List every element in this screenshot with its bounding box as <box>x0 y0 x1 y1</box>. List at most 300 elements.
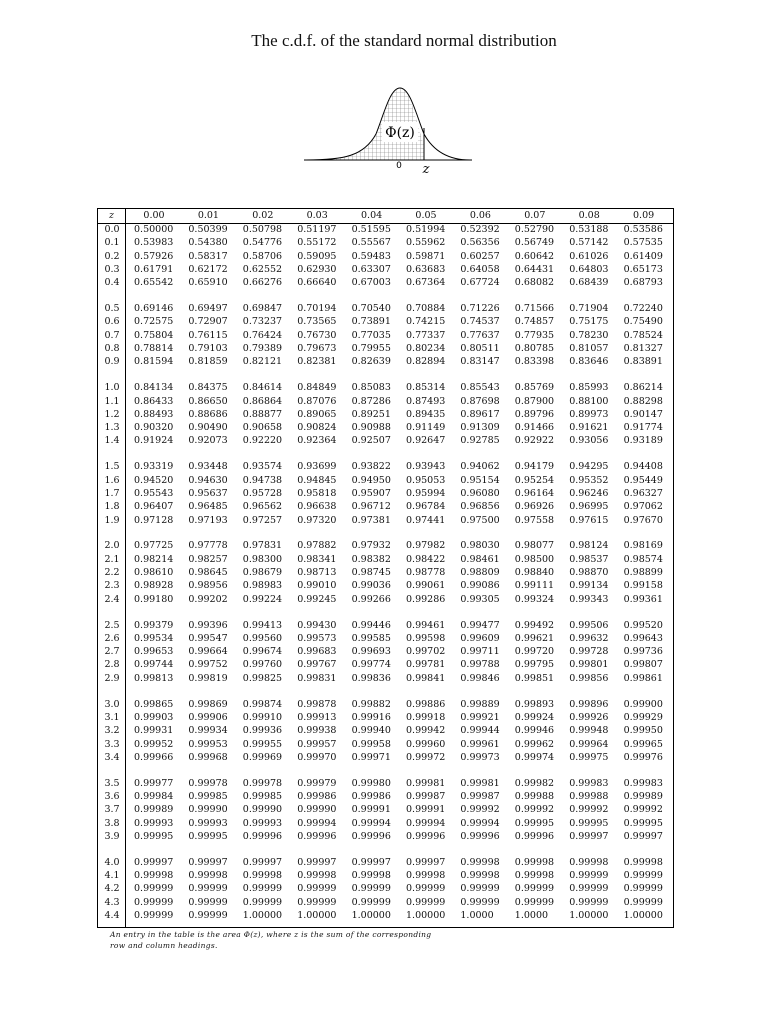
table-cell: 0.99995 <box>569 817 609 829</box>
table-cell: 0.82639 <box>351 356 391 368</box>
row-z-label: 3.9 <box>104 830 120 842</box>
table-cell: 0.99997 <box>297 856 337 868</box>
table-cell: 0.98500 <box>514 553 555 565</box>
table-cell: 0.99999 <box>514 896 555 908</box>
table-cell: 0.91621 <box>569 422 609 434</box>
table-cell: 0.91309 <box>460 422 500 434</box>
table-cell: 0.99893 <box>514 698 555 710</box>
table-cell: 0.99999 <box>569 883 609 895</box>
table-cell: 0.90658 <box>242 422 283 434</box>
table-cell: 0.99979 <box>297 777 337 789</box>
table-cell: 0.91924 <box>134 435 174 447</box>
table-cell: 0.93943 <box>406 461 446 473</box>
table-cell: 0.99874 <box>242 698 283 710</box>
table-cell: 0.92220 <box>242 435 283 447</box>
table-cell: 0.99998 <box>351 870 391 882</box>
table-cell: 0.99944 <box>460 725 500 737</box>
column-header: 0.07 <box>524 210 546 221</box>
table-cell: 0.99918 <box>406 711 446 723</box>
table-cell: 0.90147 <box>623 408 663 420</box>
row-z-label: 3.2 <box>104 725 120 737</box>
table-cell: 0.50399 <box>188 224 228 235</box>
table-cell: 0.87900 <box>514 395 555 407</box>
table-cell: 0.72575 <box>134 316 174 328</box>
table-cell: 0.99036 <box>351 580 391 592</box>
table-cell: 0.99134 <box>569 580 609 592</box>
table-cell: 0.99986 <box>297 791 337 802</box>
table-cell: 0.99861 <box>623 672 663 684</box>
table-cell: 0.99990 <box>297 804 337 816</box>
table-cell: 0.57535 <box>623 237 663 249</box>
table-cell: 0.99998 <box>297 870 337 882</box>
table-cell: 0.99998 <box>242 870 283 882</box>
table-cell: 0.99111 <box>514 580 555 592</box>
table-cell: 0.99760 <box>242 659 283 671</box>
row-z-label: 1.2 <box>104 408 120 420</box>
table-cell: 0.57926 <box>134 250 174 262</box>
table-cell: 0.99841 <box>406 672 446 684</box>
table-cell: 0.99962 <box>514 738 555 750</box>
table-cell: 0.96246 <box>569 487 609 499</box>
table-cell: 0.79673 <box>297 343 337 354</box>
table-cell: 0.73237 <box>242 316 283 328</box>
table-cell: 0.97932 <box>351 540 391 552</box>
table-cell: 0.95449 <box>623 474 663 486</box>
table-cell: 1.00000 <box>623 910 663 921</box>
table-cell: 0.99987 <box>460 791 500 802</box>
row-z-label: 0.8 <box>104 343 120 354</box>
table-cell: 0.67364 <box>406 277 446 289</box>
table-cell: 0.99997 <box>134 856 174 868</box>
table-cell: 0.99999 <box>460 883 500 895</box>
table-cell: 0.59095 <box>297 250 337 262</box>
footnote-line-1: An entry in the table is the area Φ(z), where z is the sum of the corresponding <box>110 930 432 939</box>
table-cell: 0.95818 <box>297 487 337 499</box>
table-cell: 0.52392 <box>460 224 500 235</box>
zero-label: 0 <box>396 161 402 171</box>
table-cell: 0.99702 <box>406 646 446 658</box>
table-cell: 0.99964 <box>569 738 609 750</box>
table-cell: 0.87698 <box>460 395 500 407</box>
table-cell: 0.89251 <box>351 408 391 420</box>
table-cell: 0.72240 <box>623 303 663 315</box>
table-cell: 0.98124 <box>569 540 609 552</box>
table-cell: 0.88877 <box>242 408 283 420</box>
table-cell: 0.62172 <box>188 263 228 275</box>
table-cell: 0.92785 <box>460 435 500 447</box>
row-z-label: 1.8 <box>104 501 120 513</box>
table-cell: 0.92647 <box>406 435 446 447</box>
table-cell: 0.58317 <box>188 250 228 262</box>
table-cell: 0.99801 <box>569 659 609 671</box>
table-cell: 0.96164 <box>514 487 555 499</box>
table-cell: 0.99999 <box>569 870 609 882</box>
table-cell: 0.99995 <box>134 830 174 842</box>
table-cell: 0.98745 <box>351 567 391 578</box>
table-cell: 0.99946 <box>514 725 555 737</box>
table-cell: 0.99968 <box>188 751 228 763</box>
row-z-label: 2.9 <box>104 672 120 684</box>
table-cell: 0.99643 <box>623 632 663 644</box>
table-cell: 0.69847 <box>242 303 283 315</box>
table-cell: 0.74857 <box>514 316 555 328</box>
table-cell: 0.99970 <box>297 751 337 763</box>
table-cell: 0.97128 <box>134 514 174 526</box>
footnote <box>110 929 530 951</box>
table-cell: 0.99973 <box>460 751 500 763</box>
phi-label: Φ(z) <box>385 125 415 141</box>
table-cell: 0.94295 <box>569 461 609 473</box>
table-cell: 0.99903 <box>134 711 174 723</box>
table-cell: 0.87493 <box>406 395 446 407</box>
table-cell: 0.99999 <box>188 883 228 895</box>
table-cell: 0.92507 <box>351 435 391 447</box>
table-cell: 0.89973 <box>569 408 609 420</box>
table-cell: 0.94179 <box>514 461 555 473</box>
table-cell: 0.99994 <box>297 817 337 829</box>
table-cell: 0.99396 <box>188 619 228 631</box>
row-z-label: 3.1 <box>104 711 120 723</box>
table-cell: 0.80785 <box>514 343 555 354</box>
table-cell: 0.99998 <box>134 870 174 882</box>
row-z-label: 3.8 <box>104 817 120 829</box>
table-cell: 0.99361 <box>623 593 663 605</box>
table-cell: 0.99728 <box>569 646 609 658</box>
row-z-label: 0.5 <box>104 303 120 315</box>
column-header: 0.00 <box>143 210 165 221</box>
table-cell: 0.99573 <box>297 632 337 644</box>
table-cell: 0.55172 <box>297 237 337 249</box>
table-cell: 0.96562 <box>242 501 283 513</box>
table-cell: 0.99983 <box>623 777 663 789</box>
table-cell: 0.97558 <box>514 514 555 526</box>
table-cell: 0.96995 <box>569 501 609 513</box>
table-cell: 0.92073 <box>188 435 228 447</box>
table-cell: 0.78524 <box>623 329 663 341</box>
table-cell: 0.96407 <box>134 501 174 513</box>
table-cell: 0.99986 <box>351 791 391 802</box>
table-cell: 0.99736 <box>623 646 663 658</box>
table-cell: 0.99609 <box>460 632 500 644</box>
table-cell: 0.69497 <box>188 303 228 315</box>
table-cell: 0.98537 <box>569 553 609 565</box>
table-cell: 0.99158 <box>623 580 663 592</box>
table-cell: 0.75490 <box>623 316 663 328</box>
table-cell: 0.99711 <box>460 646 500 658</box>
table-cell: 0.97615 <box>569 514 609 526</box>
table-cell: 0.86650 <box>188 395 228 407</box>
table-cell: 0.84134 <box>134 382 174 394</box>
table-cell: 0.95637 <box>188 487 228 499</box>
column-header: 0.09 <box>633 210 655 221</box>
table-cell: 0.77337 <box>406 329 446 341</box>
table-cell: 0.97381 <box>351 514 391 526</box>
table-cell: 0.99988 <box>569 791 609 802</box>
table-cell: 0.99942 <box>406 725 446 737</box>
table-cell: 0.99985 <box>242 791 283 802</box>
table-cell: 0.85543 <box>460 382 500 394</box>
table-cell: 0.99720 <box>514 646 555 658</box>
table-cell: 0.98809 <box>460 567 500 578</box>
table-cell: 0.98382 <box>351 553 391 565</box>
z-label: z <box>422 162 430 176</box>
table-cell: 0.99995 <box>188 830 228 842</box>
table-cell: 0.53586 <box>623 224 663 235</box>
table-cell: 0.99086 <box>460 580 500 592</box>
table-cell: 0.99998 <box>623 856 663 868</box>
table-cell: 0.99991 <box>406 804 446 816</box>
table-cell: 0.95728 <box>242 487 283 499</box>
table-cell: 0.99547 <box>188 632 228 644</box>
table-cell: 0.99936 <box>242 725 283 737</box>
table-cell: 0.99998 <box>569 856 609 868</box>
table-cell: 0.99744 <box>134 659 174 671</box>
table-cell: 0.99989 <box>623 791 663 802</box>
table-cell: 0.71566 <box>514 303 555 315</box>
table-cell: 0.88298 <box>623 395 663 407</box>
table-cell: 0.99961 <box>460 738 500 750</box>
table-cell: 0.98713 <box>297 567 337 578</box>
table-cell: 0.99379 <box>134 619 174 631</box>
table-cell: 0.93699 <box>297 461 337 473</box>
table-cell: 0.99202 <box>188 593 228 605</box>
table-cell: 0.99996 <box>297 830 337 842</box>
table-cell: 0.98169 <box>623 540 663 552</box>
table-cell: 0.99989 <box>134 804 174 816</box>
table-cell: 0.99931 <box>134 725 174 737</box>
table-cell: 0.51595 <box>351 224 391 235</box>
table-cell: 0.99999 <box>134 910 174 921</box>
table-cell: 0.99413 <box>242 619 283 631</box>
table-cell: 0.71226 <box>460 303 500 315</box>
table-cell: 0.52790 <box>514 224 555 235</box>
table-cell: 0.87076 <box>297 395 337 407</box>
table-cell: 0.99305 <box>460 593 500 605</box>
table-cell: 0.78814 <box>134 343 174 354</box>
table-cell: 0.99999 <box>297 896 337 908</box>
table-cell: 0.81859 <box>188 356 228 368</box>
row-z-label: 2.8 <box>104 659 120 671</box>
table-cell: 0.99921 <box>460 711 500 723</box>
table-cell: 0.98956 <box>188 580 228 592</box>
table-cell: 0.56356 <box>460 237 500 249</box>
table-cell: 0.59871 <box>406 250 446 262</box>
table-cell: 0.89796 <box>514 408 555 420</box>
table-cell: 0.99674 <box>242 646 283 658</box>
table-cell: 0.99997 <box>351 856 391 868</box>
table-cell: 0.99224 <box>242 593 283 605</box>
table-cell: 0.99461 <box>406 619 446 631</box>
table-cell: 0.99998 <box>514 870 555 882</box>
table-cell: 0.68439 <box>569 277 609 289</box>
table-cell: 0.99999 <box>188 896 228 908</box>
table-cell: 0.99994 <box>406 817 446 829</box>
table-cell: 0.82381 <box>297 356 337 368</box>
table-cell: 0.99831 <box>297 672 337 684</box>
table-cell: 0.99999 <box>569 896 609 908</box>
row-z-label: 1.9 <box>104 514 120 526</box>
table-cell: 0.81327 <box>623 343 663 354</box>
table-cell: 0.99971 <box>351 751 391 763</box>
table-cell: 0.95053 <box>406 474 446 486</box>
table-cell: 0.83147 <box>460 356 500 368</box>
table-cell: 0.99664 <box>188 646 228 658</box>
table-cell: 0.99813 <box>134 672 174 684</box>
table-cell: 0.99999 <box>297 883 337 895</box>
table-cell: 0.99993 <box>242 817 283 829</box>
table-cell: 0.99010 <box>297 580 337 592</box>
row-z-label: 3.6 <box>104 791 120 802</box>
column-header: 0.04 <box>361 210 383 221</box>
table-cell: 0.99957 <box>297 738 337 750</box>
table-cell: 0.53983 <box>134 237 174 249</box>
table-cell: 0.65173 <box>623 263 663 275</box>
table-cell: 0.99869 <box>188 698 228 710</box>
row-z-label: 0.6 <box>104 316 120 328</box>
table-cell: 0.99999 <box>188 910 228 921</box>
table-cell: 0.88493 <box>134 408 174 420</box>
row-z-label: 3.3 <box>104 738 120 750</box>
table-cell: 0.99958 <box>351 738 391 750</box>
table-cell: 0.99997 <box>188 856 228 868</box>
table-cell: 0.98214 <box>134 553 174 565</box>
table-cell: 0.92364 <box>297 435 337 447</box>
table-cell: 0.99795 <box>514 659 555 671</box>
table-cell: 0.99900 <box>623 698 663 710</box>
table-cell: 0.68793 <box>623 277 663 289</box>
row-z-label: 1.7 <box>104 487 120 499</box>
table-cell: 0.99976 <box>623 751 663 763</box>
row-z-label: 0.0 <box>104 224 120 235</box>
table-cell: 0.99993 <box>134 817 174 829</box>
table-cell: 0.99999 <box>406 883 446 895</box>
row-z-label: 0.1 <box>104 237 120 249</box>
table-cell: 0.98077 <box>514 540 555 552</box>
table-cell: 0.79103 <box>188 343 228 354</box>
table-cell: 0.95543 <box>134 487 174 499</box>
table-cell: 0.65910 <box>188 277 228 289</box>
table-cell: 0.99477 <box>460 619 500 631</box>
table-cell: 0.99998 <box>460 870 500 882</box>
table-cell: 0.54380 <box>188 237 228 249</box>
table-cell: 0.99926 <box>569 711 609 723</box>
table-cell: 0.99683 <box>297 646 337 658</box>
table-cell: 0.81057 <box>569 343 609 354</box>
row-z-label: 2.3 <box>104 580 120 592</box>
row-z-label: 3.7 <box>104 804 120 816</box>
table-cell: 0.99980 <box>351 777 391 789</box>
table-cell: 0.99851 <box>514 672 555 684</box>
table-cell: 0.99992 <box>623 804 663 816</box>
table-cell: 0.99974 <box>514 751 555 763</box>
table-cell: 0.93056 <box>569 435 609 447</box>
table-cell: 0.89435 <box>406 408 446 420</box>
table-cell: 0.86433 <box>134 395 174 407</box>
table-cell: 0.61026 <box>569 250 609 262</box>
table-cell: 0.99966 <box>134 751 174 763</box>
row-z-label: 0.9 <box>104 356 120 368</box>
table-cell: 0.99896 <box>569 698 609 710</box>
table-cell: 0.88686 <box>188 408 228 420</box>
table-cell: 0.99998 <box>460 856 500 868</box>
table-cell: 0.98899 <box>623 567 663 578</box>
row-z-label: 4.4 <box>104 910 120 921</box>
table-cell: 0.77637 <box>460 329 500 341</box>
table-cell: 0.99632 <box>569 632 609 644</box>
table-cell: 0.86864 <box>242 395 283 407</box>
table-cell: 0.73891 <box>351 316 391 328</box>
table-cell: 0.99978 <box>242 777 283 789</box>
table-cell: 0.50000 <box>134 224 174 235</box>
table-cell: 0.99985 <box>188 791 228 802</box>
table-cell: 0.97500 <box>460 514 500 526</box>
table-cell: 0.93822 <box>351 461 391 473</box>
table-cell: 0.62930 <box>297 263 337 275</box>
table-cell: 0.99999 <box>134 883 174 895</box>
table-cell: 0.99825 <box>242 672 283 684</box>
table-cell: 0.99621 <box>514 632 555 644</box>
table-cell: 0.99767 <box>297 659 337 671</box>
table-cell: 0.99929 <box>623 711 663 723</box>
table-cell: 0.90490 <box>188 422 228 434</box>
table-cell: 0.51197 <box>297 224 337 235</box>
row-z-label: 2.0 <box>104 540 120 552</box>
table-cell: 0.84849 <box>297 382 337 394</box>
table-cell: 0.99982 <box>514 777 555 789</box>
table-cell: 0.76424 <box>242 329 283 341</box>
table-cell: 0.85083 <box>351 382 391 394</box>
table-cell: 0.99987 <box>406 791 446 802</box>
table-cell: 0.65542 <box>134 277 174 289</box>
table-cell: 0.98840 <box>514 567 555 578</box>
table-cell: 0.63307 <box>351 263 391 275</box>
table-cell: 0.74215 <box>406 316 446 328</box>
table-cell: 0.98983 <box>242 580 283 592</box>
table-cell: 0.91774 <box>623 422 663 434</box>
column-header: 0.05 <box>415 210 437 221</box>
table-cell: 1.00000 <box>242 910 283 921</box>
table-cell: 1.00000 <box>406 910 446 921</box>
table-cell: 0.99520 <box>623 619 663 631</box>
table-cell: 0.89065 <box>297 408 337 420</box>
table-cell: 0.94520 <box>134 474 174 486</box>
table-cell: 0.99999 <box>460 896 500 908</box>
table-cell: 0.93574 <box>242 461 283 473</box>
table-cell: 0.76115 <box>188 329 228 341</box>
table-cell: 0.66276 <box>242 277 283 289</box>
table-cell: 0.54776 <box>242 237 283 249</box>
table-cell: 0.99940 <box>351 725 391 737</box>
table-cell: 0.99693 <box>351 646 391 658</box>
table-cell: 0.98341 <box>297 553 337 565</box>
table-cell: 0.99999 <box>242 883 283 895</box>
table-cell: 0.97882 <box>297 540 337 552</box>
table-cell: 0.97670 <box>623 514 663 526</box>
table-cell: 0.99924 <box>514 711 555 723</box>
row-z-label: 3.5 <box>104 777 120 789</box>
table-cell: 0.92922 <box>514 435 555 447</box>
row-z-label: 4.0 <box>104 856 120 868</box>
table-cell: 0.53188 <box>569 224 609 235</box>
table-cell: 0.66640 <box>297 277 337 289</box>
table-cell: 0.98461 <box>460 553 500 565</box>
row-z-label: 2.7 <box>104 646 120 658</box>
table-cell: 0.99061 <box>406 580 446 592</box>
table-cell: 0.99981 <box>406 777 446 789</box>
table-cell: 0.74537 <box>460 316 500 328</box>
table-cell: 0.99534 <box>134 632 174 644</box>
table-cell: 0.99969 <box>242 751 283 763</box>
